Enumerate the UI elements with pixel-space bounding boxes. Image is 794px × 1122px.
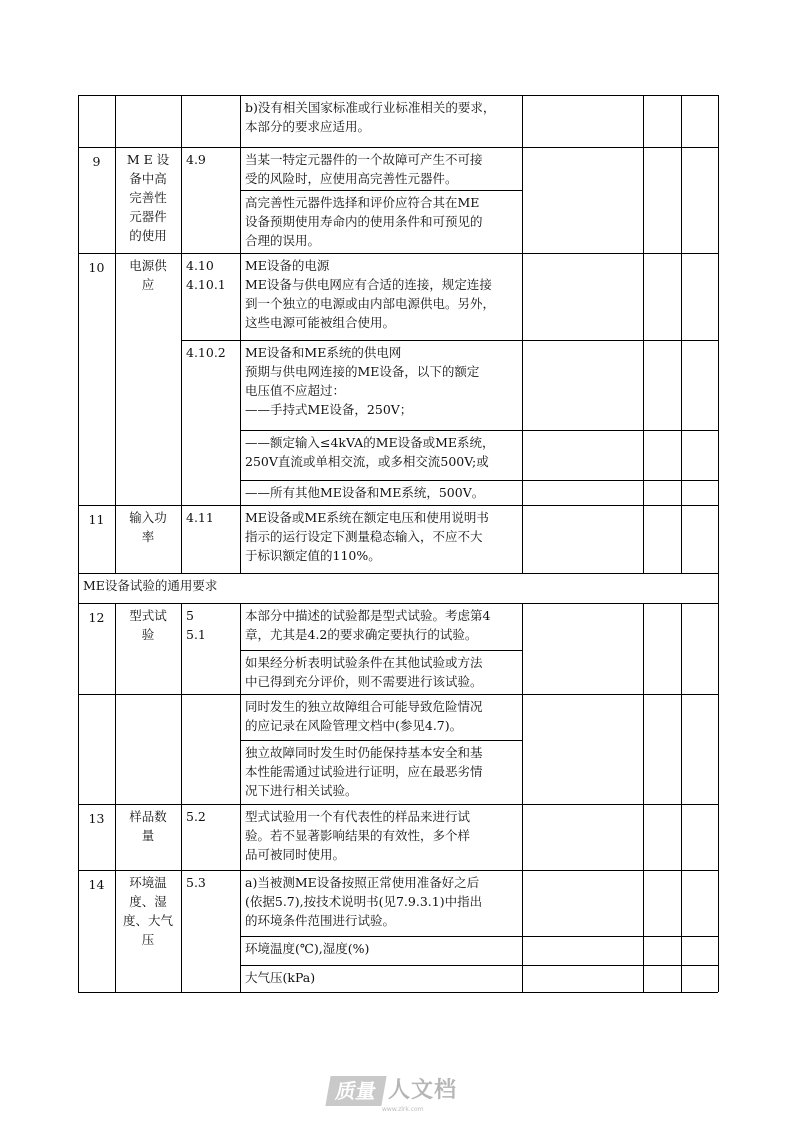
logo-word: 人文档 bbox=[388, 1078, 458, 1103]
table-rule-h bbox=[240, 480, 718, 481]
logo-url: www.zlrk.com bbox=[382, 1106, 424, 1113]
table-rule-h bbox=[240, 650, 522, 651]
table-rule-h bbox=[78, 147, 718, 148]
table-rule-h bbox=[78, 870, 718, 871]
table-rule-v bbox=[181, 603, 182, 992]
cell-r12-clause: 5 5.1 bbox=[186, 608, 206, 642]
cell-r11-item: 输入功 率 bbox=[129, 510, 167, 544]
cell-r0-req-a: b)没有相关国家标准或行业标准相关的要求， 本部分的要求应适用。 bbox=[245, 100, 496, 134]
cell-r12-req-c: 同时发生的独立故障组合可能导致危险情况 的应记录在风险管理文档中(参见4.7)。 bbox=[245, 699, 483, 733]
table-rule-h bbox=[78, 505, 718, 506]
cell-r11-clause: 4.11 bbox=[186, 510, 214, 525]
table-rule-h bbox=[78, 603, 718, 604]
table-rule-v bbox=[78, 95, 79, 992]
cell-r14-req-b: 环境温度(℃),湿度(%) bbox=[245, 941, 370, 956]
cell-r10-num: 10 bbox=[88, 260, 105, 275]
table-rule-h bbox=[78, 804, 718, 805]
cell-r10-req-a: ME设备的电源 ME设备与供电网应有合适的连接，规定连接 到一个独立的电源或由内部电源供电。另外， 这些电源可能被组合使用。 bbox=[245, 258, 496, 330]
cell-r10-item: 电源供 应 bbox=[129, 258, 167, 292]
table-rule-h bbox=[181, 340, 718, 341]
table-rule-h bbox=[240, 190, 522, 191]
cell-r10-clause-b: 4.10.2 bbox=[186, 345, 226, 360]
cell-r12-req-b: 如果经分析表明试验条件在其他试验或方法 中已得到充分评价，则不需要进行该试验。 bbox=[245, 655, 483, 689]
table-rule-h bbox=[240, 740, 522, 741]
cell-r12-req-d: 独立故障同时发生时仍能保持基本安全和基 本性能需通过试验进行证明，应在最恶劣情 况下进行相关试验。 bbox=[245, 745, 483, 798]
cell-r13-req: 型式试验用一个有代表性的样品来进行试 验。若不显著影响结果的有效性，多个样 品可被同时使用。 bbox=[245, 809, 471, 862]
table-rule-h bbox=[78, 992, 718, 993]
table-rule-h bbox=[240, 965, 718, 966]
table-rule-v bbox=[643, 95, 644, 573]
cell-r13-num: 13 bbox=[88, 811, 105, 826]
table-rule-h bbox=[78, 694, 718, 695]
cell-section: ME设备试验的通用要求 bbox=[83, 578, 218, 593]
cell-r9-req-b: 高完善性元器件选择和评价应符合其在ME 设备预期使用寿命内的使用条件和可预见的 合理的误用。 bbox=[245, 195, 483, 248]
cell-r14-req-a: a)当被测ME设备按照正常使用准备好之后 (依据5.7),按技术说明书(见7.9.3.1)中指出 的环境条件范围进行试验。 bbox=[245, 875, 483, 928]
cell-r12-num: 12 bbox=[88, 610, 105, 625]
table-rule-h bbox=[78, 95, 718, 96]
cell-r14-clause: 5.3 bbox=[186, 875, 206, 890]
cell-r13-item: 样品数 量 bbox=[129, 809, 167, 843]
watermark-logo bbox=[328, 1074, 468, 1114]
cell-r14-req-c: 大气压(kPa) bbox=[245, 970, 316, 985]
requirements-table bbox=[78, 95, 718, 992]
table-rule-v bbox=[681, 603, 682, 992]
table-rule-h bbox=[78, 573, 718, 574]
table-rule-v bbox=[681, 95, 682, 573]
table-rule-h bbox=[78, 253, 718, 254]
table-rule-v bbox=[181, 95, 182, 573]
cell-r12-req-a: 本部分中描述的试验都是型式试验。考虑第4 章，尤其是4.2的要求确定要执行的试验。 bbox=[245, 608, 491, 642]
table-rule-v bbox=[522, 603, 523, 992]
table-rule-v bbox=[115, 603, 116, 992]
table-rule-h bbox=[240, 936, 718, 937]
cell-r11-req: ME设备或ME系统在额定电压和使用说明书 指示的运行设定下测量稳态输入，不应不大 于标识额定值的110%。 bbox=[245, 510, 489, 563]
table-rule-v bbox=[643, 603, 644, 992]
logo-mark: 质量 bbox=[325, 1076, 386, 1106]
cell-r10-req-b: ME设备和ME系统的供电网 预期与供电网连接的ME设备，以下的额定 电压值不应超过： ——手持式ME设备，250V； bbox=[245, 345, 480, 417]
cell-r9-num: 9 bbox=[92, 154, 101, 169]
cell-r13-clause: 5.2 bbox=[186, 809, 206, 824]
cell-r9-req-a: 当某一特定元器件的一个故障可产生不可接 受的风险时，应使用高完善性元器件。 bbox=[245, 152, 483, 186]
table-rule-v bbox=[522, 95, 523, 573]
cell-r14-item: 环境温 度、湿 度、大气 压 bbox=[122, 875, 173, 947]
cell-r10-clause-a: 4.10 4.10.1 bbox=[186, 258, 226, 292]
table-rule-v bbox=[240, 603, 241, 992]
cell-r9-item: M E 设 备中高 完善性 元器件 的使用 bbox=[126, 152, 170, 243]
table-rule-v bbox=[240, 95, 241, 573]
cell-r14-num: 14 bbox=[88, 877, 105, 892]
cell-r10-req-d: ——所有其他ME设备和ME系统，500V。 bbox=[245, 485, 485, 500]
cell-r12-item: 型式试 验 bbox=[129, 608, 167, 642]
table-rule-v bbox=[115, 95, 116, 573]
cell-r10-req-c: ——额定输入≤4kVA的ME设备或ME系统， 250V直流或单相交流，或多相交流500V;或 bbox=[245, 435, 495, 469]
cell-r11-num: 11 bbox=[88, 512, 105, 527]
table-rule-h bbox=[240, 430, 718, 431]
cell-r9-clause: 4.9 bbox=[186, 152, 206, 167]
table-rule-v bbox=[718, 95, 719, 992]
